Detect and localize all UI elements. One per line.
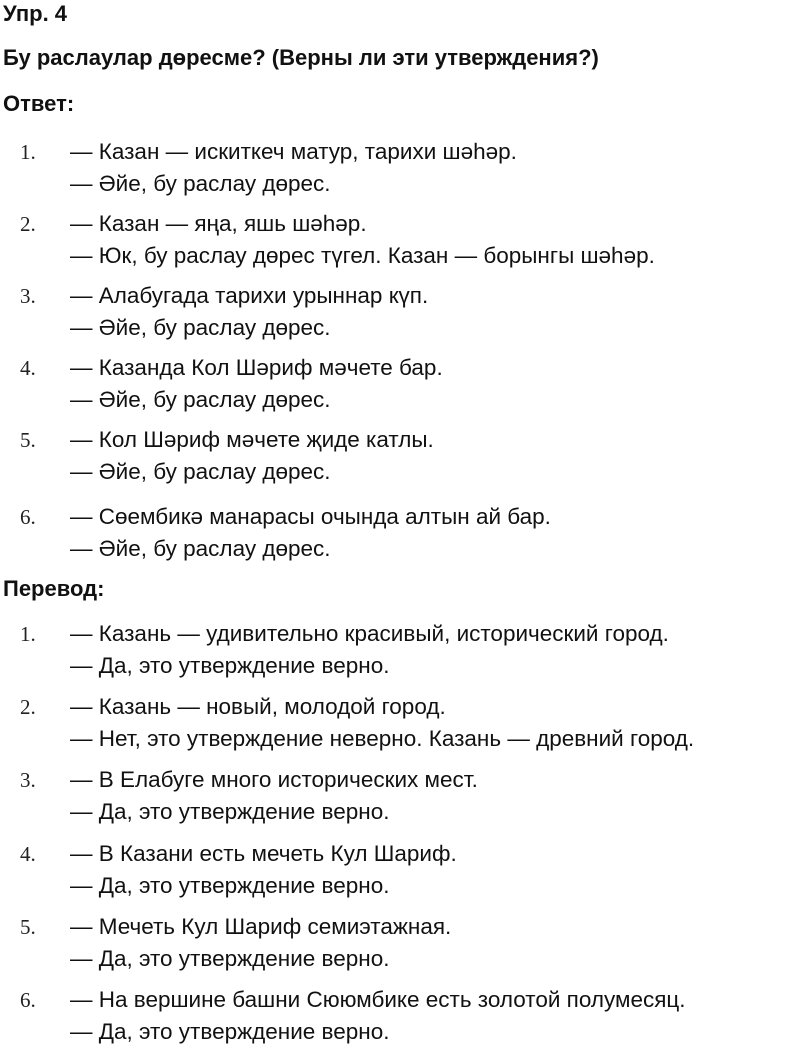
exercise-title: Упр. 4 xyxy=(3,1,68,26)
item-number: 1. xyxy=(20,622,36,646)
item-reply: — Да, это утверждение верно. xyxy=(70,1019,390,1044)
item-statement: — Сөембикә манарасы очында алтын ай бар. xyxy=(70,504,551,529)
item-statement: — Казанда Кол Шәриф мәчете бар. xyxy=(70,355,443,380)
item-reply: — Әйе, бу раслау дөрес. xyxy=(70,387,331,412)
item-statement: — Казань — удивительно красивый, исторический город. xyxy=(70,621,669,646)
item-number: 2. xyxy=(20,695,36,719)
exercise-question: Бу раслаулар дөресме? (Верны ли эти утверждения?) xyxy=(3,45,599,70)
item-number: 2. xyxy=(20,212,36,236)
answer-item xyxy=(0,353,800,417)
answer-item xyxy=(0,209,800,273)
item-reply: — Да, это утверждение верно. xyxy=(70,799,390,824)
item-number: 1. xyxy=(20,140,36,164)
item-statement: — В Казани есть мечеть Кул Шариф. xyxy=(70,841,457,866)
item-reply: — Әйе, бу раслау дөрес. xyxy=(70,315,331,340)
item-number: 6. xyxy=(20,988,36,1012)
item-number: 6. xyxy=(20,505,36,529)
item-statement: — В Елабуге много исторических мест. xyxy=(70,767,478,792)
item-reply: — Әйе, бу раслау дөрес. xyxy=(70,536,331,561)
translation-item xyxy=(0,985,800,1049)
item-reply: — Нет, это утверждение неверно. Казань — древний город. xyxy=(70,726,695,751)
answer-item xyxy=(0,502,800,566)
item-reply: — Да, это утверждение верно. xyxy=(70,653,390,678)
item-statement: — Мечеть Кул Шариф семиэтажная. xyxy=(70,914,452,939)
answer-item xyxy=(0,137,800,201)
item-statement: — Алабугада тарихи урыннар күп. xyxy=(70,283,429,308)
answer-item xyxy=(0,425,800,489)
translation-item xyxy=(0,619,800,683)
item-reply: — Да, это утверждение верно. xyxy=(70,873,390,898)
item-reply: — Әйе, бу раслау дөрес. xyxy=(70,459,331,484)
translation-item xyxy=(0,692,800,756)
translation-heading: Перевод: xyxy=(3,576,105,601)
item-reply: — Да, это утверждение верно. xyxy=(70,946,390,971)
item-statement: — Казан — яңа, яшь шәһәр. xyxy=(70,211,367,236)
item-reply: — Әйе, бу раслау дөрес. xyxy=(70,171,331,196)
item-statement: — Кол Шәриф мәчете җиде катлы. xyxy=(70,427,434,452)
answer-heading: Ответ: xyxy=(3,91,75,116)
item-reply: — Юк, бу раслау дөрес түгел. Казан — борынгы шәһәр. xyxy=(70,243,655,268)
translation-item xyxy=(0,839,800,903)
item-number: 4. xyxy=(20,842,36,866)
item-statement: — Казан — искиткеч матур, тарихи шәһәр. xyxy=(70,139,517,164)
item-number: 3. xyxy=(20,768,36,792)
item-statement: — Казань — новый, молодой город. xyxy=(70,694,446,719)
item-number: 5. xyxy=(20,915,36,939)
item-statement: — На вершине башни Сююмбике есть золотой полумесяц. xyxy=(70,987,686,1012)
answer-item xyxy=(0,281,800,345)
item-number: 4. xyxy=(20,356,36,380)
translation-item xyxy=(0,912,800,976)
translation-item xyxy=(0,765,800,829)
item-number: 3. xyxy=(20,284,36,308)
item-number: 5. xyxy=(20,428,36,452)
